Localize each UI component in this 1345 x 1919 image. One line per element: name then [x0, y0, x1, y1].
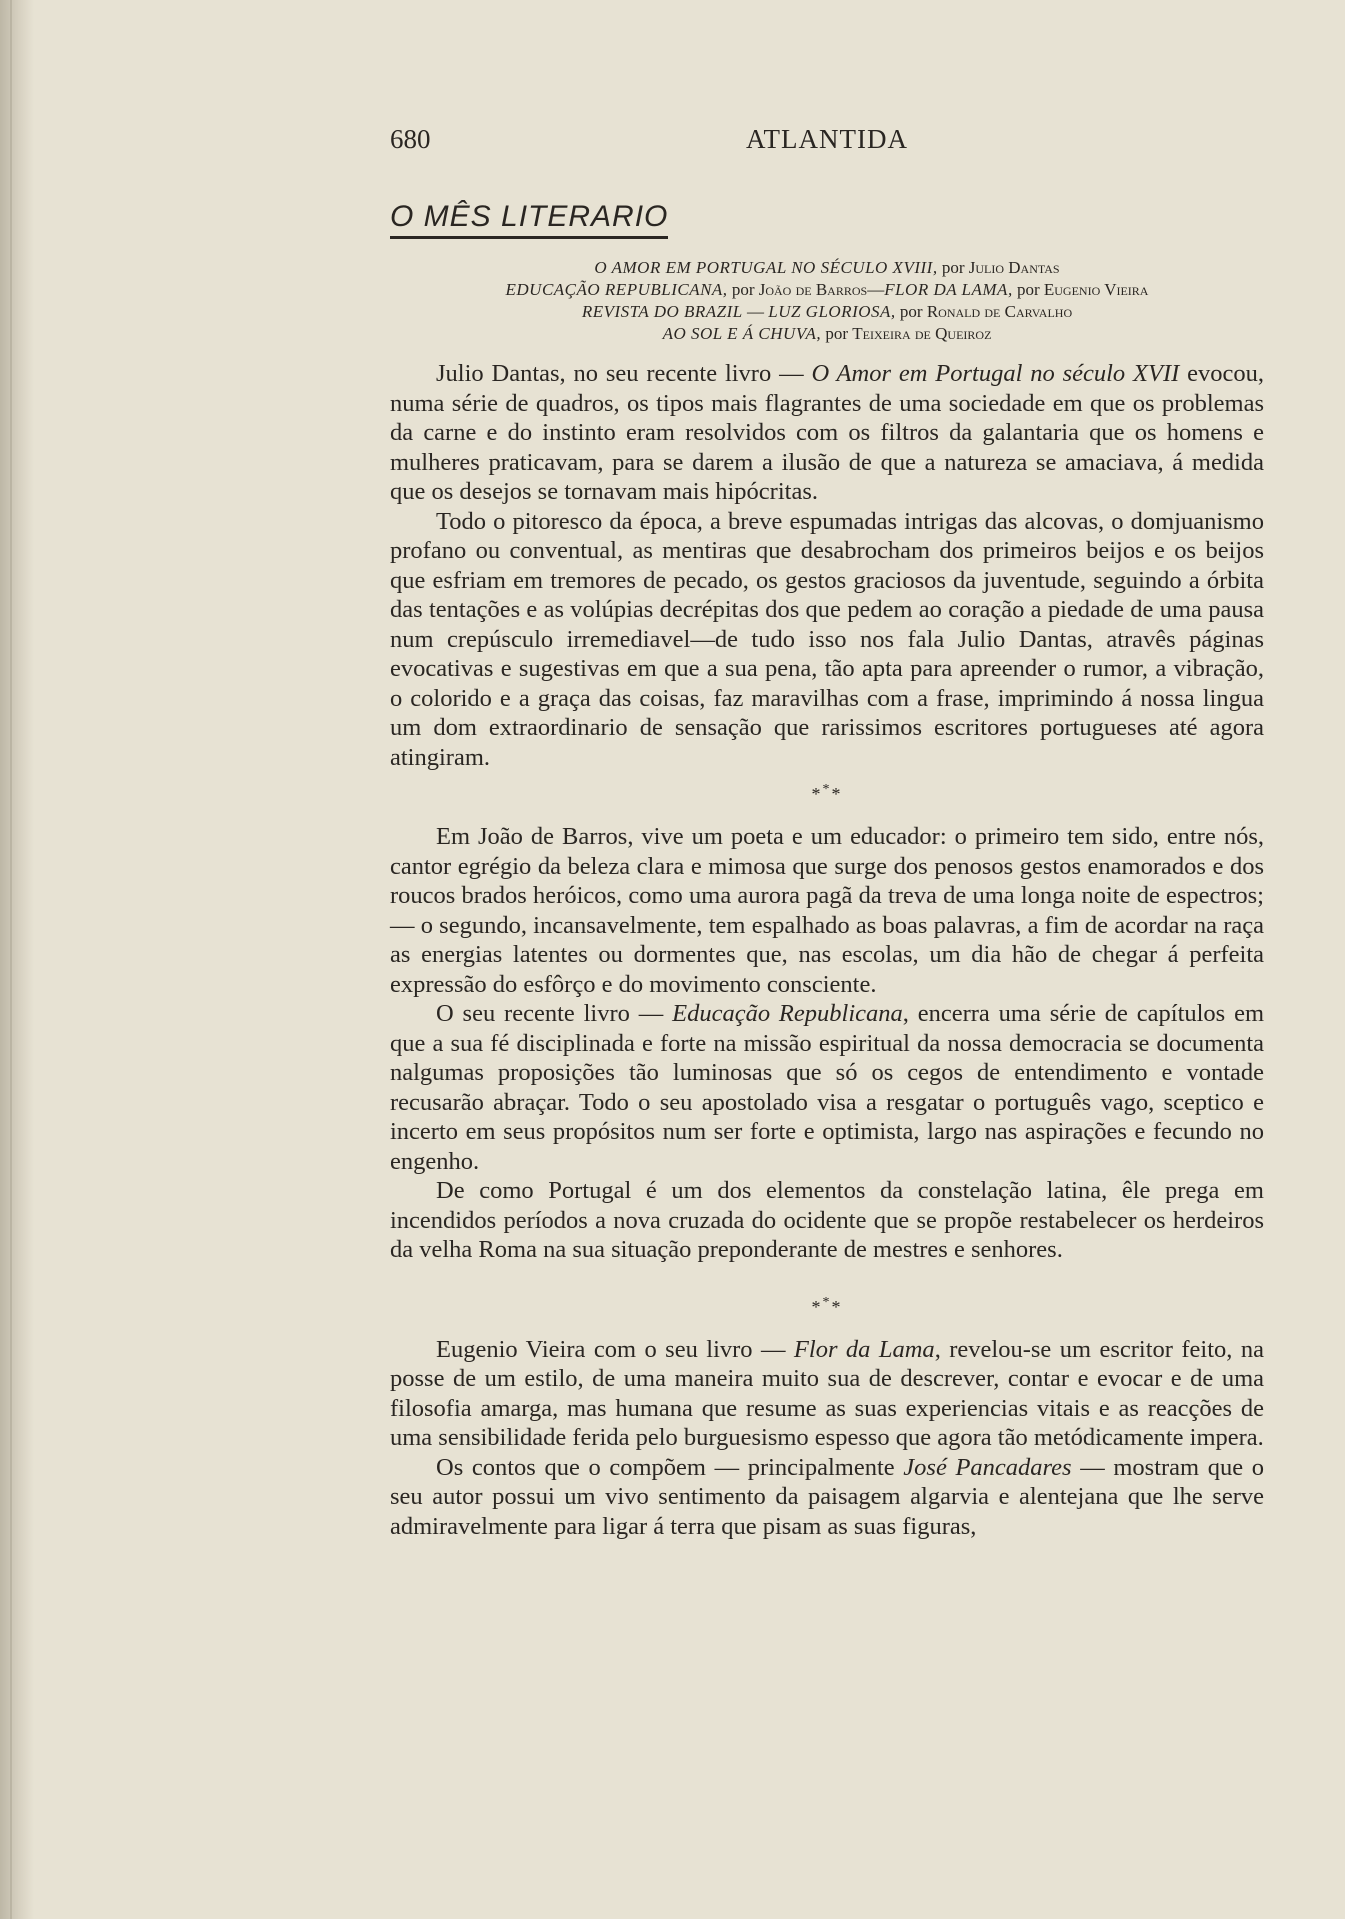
spacer	[390, 1265, 1264, 1285]
author-name: Eugenio Vieira	[1043, 280, 1149, 299]
work-title: AO SOL E Á CHUVA,	[662, 324, 822, 343]
paragraph-text: Os contos que o compõem — principalmente	[436, 1453, 904, 1481]
book-title: José Pancadares	[903, 1453, 1072, 1481]
author-name: João de Barros	[758, 280, 868, 299]
reviewed-works-line	[390, 279, 1264, 301]
paragraph-text: Eugenio Vieira com o seu livro —	[436, 1335, 794, 1363]
paragraph-text: , revelou-se um escritor feito, na posse de um estilo, de uma maneira muito sua de descrever, contar e evocar e de uma filosofia amarga, mas humana que resume as suas experiencias vitais e as reacções de uma sensibilidade ferida pelo burguesismo espesso que agora tão metódicamente impera.	[390, 1335, 1264, 1451]
work-title: REVISTA DO BRAZIL	[581, 302, 743, 321]
author-name: Julio Dantas	[968, 258, 1060, 277]
by-word: por	[825, 324, 849, 343]
paragraph-text: , encerra uma série de capítulos em que a sua fé disciplinada e forte na missão espiritual da nossa democracia se documenta nalgumas proposições tão luminosas que só os cegos de entendimento e vontade recusarão abraçar. Todo o seu apostolado visa a resgatar o português vago, sceptico e incerto em seus propósitos num ser forte e optimista, largo nas aspirações e fecundo no engenho.	[390, 1000, 1265, 1175]
dash: —	[867, 280, 885, 299]
work-title: O AMOR EM PORTUGAL NO SÉCULO XVIII,	[594, 258, 938, 277]
paragraph: Em João de Barros, vive um poeta e um educador: o primeiro tem sido, entre nós, cantor egrégio da beleza clara e mimosa que surge dos penosos gestos enamorados e dos roucos brados heróicos, como uma aurora pagã da treva de uma longa noite de espectros; — o segundo, incansavelmente, tem espalhado as boas palavras, a fim de acordar na raça as energias latentes ou dormentes que, nas escolas, um dia hão de chegar á perfeita expressão do esfôrço e do movimento consciente.	[390, 823, 1264, 998]
page-edge-shadow	[0, 0, 34, 1919]
paragraph	[390, 1335, 1264, 1453]
paragraph	[390, 1453, 1264, 1542]
reviewed-works-line	[390, 257, 1264, 279]
paragraph-text: — mostram que o seu autor possui um vivo sentimento da paisagem algarvia e alentejana que lhe serve admiravelmente para ligar á terra que pisam as suas figuras,	[390, 1453, 1264, 1540]
book-title: Flor da Lama	[793, 1335, 935, 1363]
by-word: por	[731, 280, 755, 299]
paragraph-text: evocou, numa série de quadros, os tipos mais flagrantes de uma sociedade em que os problemas da carne e do instinto eram resolvidos com os filtros da galantaria que os homens e mulheres praticavam, para se darem a ilusão de que a natureza se amaciava, á medida que os desejos se tornavam mais hipócritas.	[390, 360, 1265, 505]
paragraph: Todo o pitoresco da época, a breve espumadas intrigas das alcovas, o domjuanismo profano ou conventual, as mentiras que desabrocham dos primeiros beijos e os beijos que esfriam em tremores de pecado, os gestos graciosos da juventude, seguindo a órbita das tentações e as volúpias decrépitas dos que pedem ao coração a piedade de uma pausa num crepúsculo irremediavel—de tudo isso nos fala Julio Dantas, atravês páginas evocativas e sugestivas em que a sua pena, tão apta para apreender o rumor, a vibração, o colorido e a graça das coisas, faz maravilhas com a frase, imprimindo á nossa lingua um dom extraordinario de sensação que rarissimos escritores portugueses até agora atingiram.	[390, 507, 1264, 771]
asterism-separator: ***	[811, 1294, 843, 1317]
journal-page	[390, 120, 1264, 1541]
running-head	[390, 120, 1264, 160]
book-title: O Amor em Portugal no século XVII	[811, 360, 1180, 387]
paragraph: De como Portugal é um dos elementos da constelação latina, êle prega em incendidos períodos a nova cruzada do ocidente que se propõe restabelecer os herdeiros da velha Roma na sua situação preponderante de mestres e senhores.	[390, 1177, 1264, 1263]
work-title: LUZ GLORIOSA,	[768, 302, 896, 321]
paragraph	[390, 999, 1264, 1176]
work-title: FLOR DA LAMA,	[884, 280, 1013, 299]
paragraph	[390, 359, 1264, 507]
reviewed-works-line	[390, 301, 1264, 323]
journal-title: ATLANTIDA	[746, 124, 908, 154]
paragraph-text: O seu recente livro —	[436, 1000, 673, 1027]
by-word: por	[899, 302, 923, 321]
article-body	[390, 359, 1264, 1541]
by-word: por	[941, 258, 965, 277]
book-title: Educação Republicana	[672, 1000, 903, 1027]
by-word: por	[1016, 280, 1040, 299]
reviewed-works-line	[390, 323, 1264, 345]
asterism-separator: ***	[811, 782, 843, 804]
dash: —	[746, 302, 764, 321]
author-name: Ronald de Carvalho	[926, 302, 1073, 321]
author-name: Teixeira de Queiroz	[852, 324, 992, 343]
work-title: EDUCAÇÃO REPUBLICANA,	[505, 280, 728, 299]
reviewed-works-list	[390, 257, 1264, 345]
paragraph-text: Julio Dantas, no seu recente livro —	[436, 360, 812, 387]
section-title: O MÊS LITERARIO	[390, 200, 668, 239]
page-number: 680	[390, 124, 431, 154]
